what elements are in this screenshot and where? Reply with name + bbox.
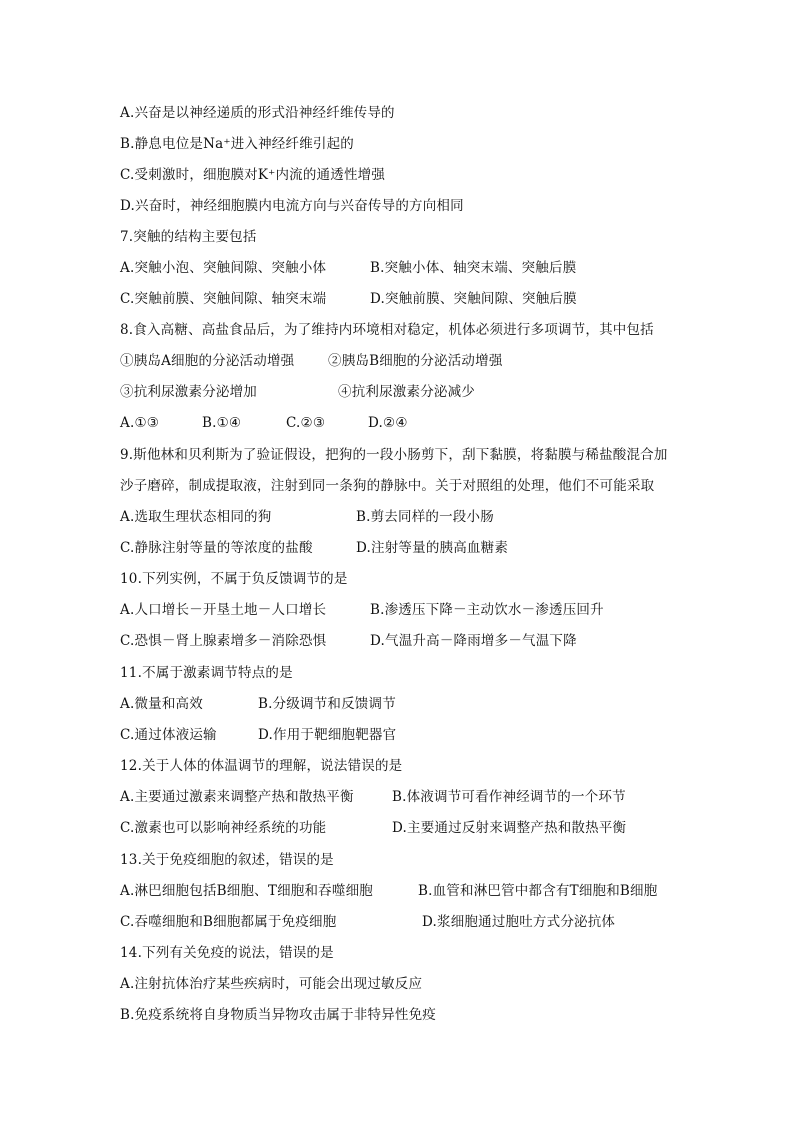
q13-options-row1: [120, 880, 680, 902]
q10-option-d: D.气温升高－降雨增多－气温下降: [370, 633, 577, 649]
q11-option-c: C.通过体液运输: [120, 727, 217, 743]
q9-option-a: A.选取生理状态相同的狗: [120, 509, 272, 525]
q9-option-d: D.注射等量的胰高血糖素: [356, 540, 509, 556]
q7-stem: 7.突触的结构主要包括: [120, 229, 257, 245]
q8-items-row1: [120, 350, 680, 372]
q12-stem: 12.关于人体的体温调节的理解，说法错误的是: [120, 758, 403, 774]
q9-options-row1: [120, 506, 680, 528]
q13-option-c: C.吞噬细胞和B细胞都属于免疫细胞: [120, 914, 337, 930]
q8-option-a: A.①③: [120, 415, 160, 431]
q13-option-b: B.血管和淋巴管中都含有T细胞和B细胞: [418, 883, 658, 899]
q9-options-row2: [120, 537, 680, 559]
q6-option-a: A.兴奋是以神经递质的形式沿神经纤维传导的: [120, 105, 395, 121]
q8-item-3: ③抗利尿激素分泌增加: [120, 384, 257, 400]
q8-items-row2: [120, 381, 680, 403]
q8-item-4: ④抗利尿激素分泌减少: [338, 384, 475, 400]
q12-options-row2: [120, 817, 680, 839]
q8-option-b: B.①④: [202, 415, 242, 431]
q12-option-c: C.激素也可以影响神经系统的功能: [120, 820, 327, 836]
q6-option-b: B.静息电位是Na⁺进入神经纤维引起的: [120, 136, 354, 152]
q11-stem: 11.不属于激素调节特点的是: [120, 665, 293, 681]
q9-option-c: C.静脉注射等量的等浓度的盐酸: [120, 540, 313, 556]
q13-stem: 13.关于免疫细胞的叙述，错误的是: [120, 852, 334, 868]
q8-option-d: D.②④: [368, 415, 408, 431]
q12-options-row1: [120, 786, 680, 808]
q11-option-d: D.作用于靶细胞靶器官: [258, 727, 397, 743]
q6-option-c: C.受刺激时，细胞膜对K⁺内流的通透性增强: [120, 167, 386, 183]
q12-option-a: A.主要通过激素来调整产热和散热平衡: [120, 789, 354, 805]
q11-option-a: A.微量和高效: [120, 696, 203, 712]
q10-option-a: A.人口增长－开垦土地－人口增长: [120, 602, 327, 618]
q7-option-a: A.突触小泡、突触间隙、突触小体: [120, 260, 327, 276]
q9-stem-line2: 沙子磨碎，制成提取液，注射到同一条狗的静脉中。关于对照组的处理，他们不可能采取: [120, 478, 655, 494]
q13-option-d: D.浆细胞通过胞吐方式分泌抗体: [422, 914, 616, 930]
q14-option-b: B.免疫系统将自身物质当异物攻击属于非特异性免疫: [120, 1007, 437, 1023]
q9-option-b: B.剪去同样的一段小肠: [356, 509, 494, 525]
q12-option-b: B.体液调节可看作神经调节的一个环节: [392, 789, 626, 805]
q7-options-row1: [120, 257, 680, 279]
q8-item-1: ①胰岛A细胞的分泌活动增强: [120, 353, 295, 369]
q12-option-d: D.主要通过反射来调整产热和散热平衡: [392, 820, 627, 836]
q6-option-d: D.兴奋时，神经细胞膜内电流方向与兴奋传导的方向相同: [120, 198, 464, 214]
q13-options-row2: [120, 911, 680, 933]
q10-options-row1: [120, 599, 680, 621]
q7-option-c: C.突触前膜、突触间隙、轴突末端: [120, 291, 327, 307]
q7-options-row2: [120, 288, 680, 310]
q11-options-row2: [120, 724, 520, 746]
q14-stem: 14.下列有关免疫的说法，错误的是: [120, 945, 334, 961]
q9-stem-line1: 9.斯他林和贝利斯为了验证假设，把狗的一段小肠剪下，刮下黏膜，将黏膜与稀盐酸混合加: [120, 447, 668, 463]
q14-option-a: A.注射抗体治疗某些疾病时，可能会出现过敏反应: [120, 976, 423, 992]
q8-option-c: C.②③: [286, 415, 326, 431]
q11-options-row1: [120, 693, 520, 715]
q10-option-b: B.渗透压下降－主动饮水－渗透压回升: [370, 602, 604, 618]
q11-option-b: B.分级调节和反馈调节: [258, 696, 396, 712]
q8-options: [120, 412, 520, 434]
q10-stem: 10.下列实例，不属于负反馈调节的是: [120, 571, 348, 587]
q7-option-b: B.突触小体、轴突末端、突触后膜: [370, 260, 577, 276]
q10-options-row2: [120, 630, 680, 652]
q13-option-a: A.淋巴细胞包括B细胞、T细胞和吞噬细胞: [120, 883, 373, 899]
q8-item-2: ②胰岛B细胞的分泌活动增强: [328, 353, 503, 369]
q10-option-c: C.恐惧－肾上腺素增多－消除恐惧: [120, 633, 327, 649]
q7-option-d: D.突触前膜、突触间隙、突触后膜: [370, 291, 577, 307]
q8-stem: 8.食入高糖、高盐食品后，为了维持内环境相对稳定，机体必须进行多项调节，其中包括: [120, 322, 654, 338]
